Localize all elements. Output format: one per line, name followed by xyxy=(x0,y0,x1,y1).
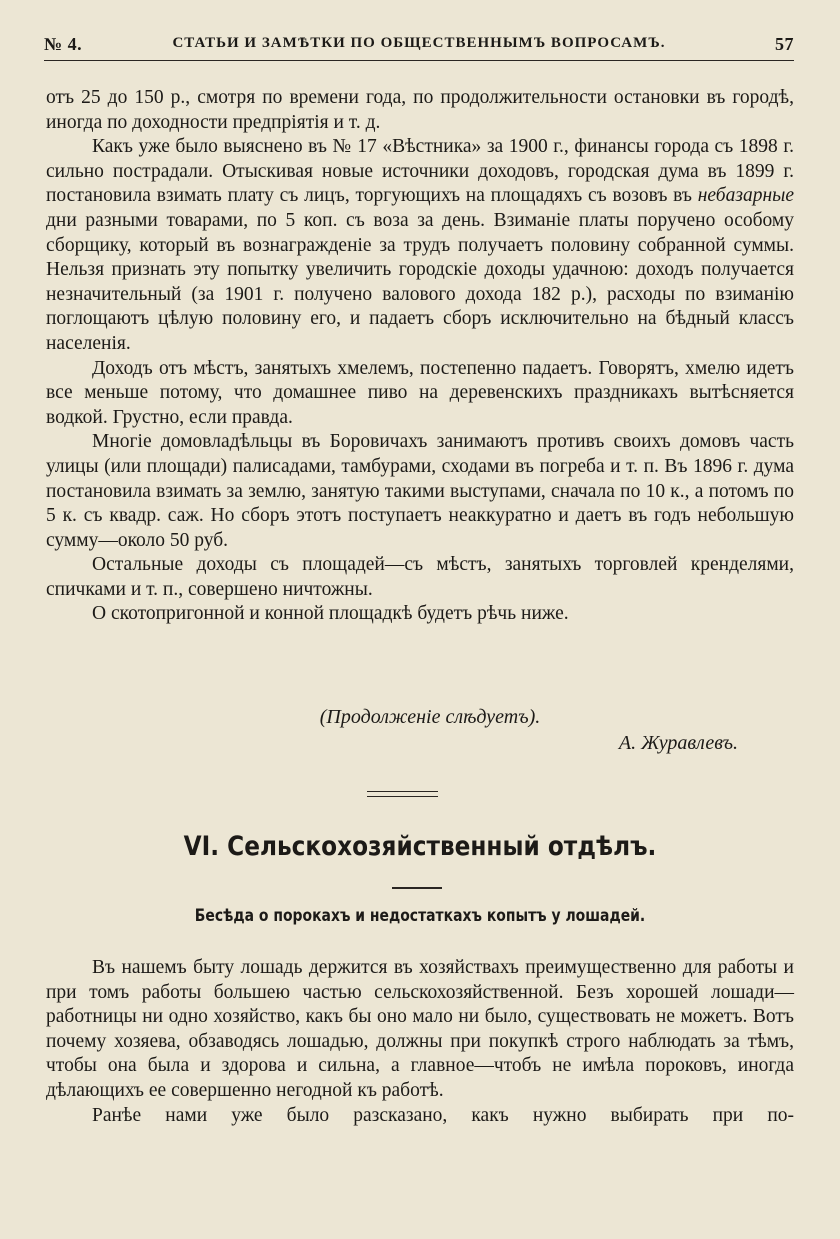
continuation-note: (Продолженіе слѣдуетъ). xyxy=(319,706,541,728)
author-signature: А. Журавлевъ. xyxy=(618,732,738,754)
article-paragraph-5: Остальные доходы съ площадей—съ мѣстъ, занятыхъ торговлей кренделями, спичками и т. п., совершено ничтожны. xyxy=(46,554,794,600)
p2-start: Какъ уже было выяснено въ № 17 «Вѣстника» за 1900 г., финансы города съ 1898 г. сильно пострадали. Отыскивая новые источники доходовъ, городская дума въ 1899 г. постановила взимать плату съ лицъ, торгующихъ на площадяхъ съ возовъ въ xyxy=(46,136,794,207)
section-body xyxy=(46,956,794,1128)
p2-end: дни разными товарами, по 5 коп. съ воза за день. Взиманіе платы поручено особому сборщику, который въ вознагражденіе за трудъ получаетъ половину собранной суммы. Нельзя признать эту попытку увеличить городскіе доходы удачною: доходъ получается незначительный (за 1901 г. получено валового дохода 182 р.), расходы по взиманію поглощаютъ цѣлую половину его, и падаетъ сборъ исключительно на бѣдный классъ населенія. xyxy=(46,209,794,354)
header-rule xyxy=(44,60,794,61)
section-subtitle: Бесѣда о порокахъ и недостаткахъ копытъ у лошадей. xyxy=(194,906,646,926)
title-rule xyxy=(392,887,442,889)
section-paragraph-1: Въ нашемъ быту лошадь держится въ хозяйствахъ преимущественно для работы и при томъ работы большею частью сельскохозяйственной. Безъ хорошей лошади—работницы ни одно хозяйство, какъ бы оно мало ни было, существовать не можетъ. Вотъ почему хозяева, обзаводясь лошадью, должны при покупкѣ строго наблюдать за тѣмъ, чтобы она была и здорова и сильна, а главное—чтобъ не имѣла пороковъ, иногда дѣлающихъ ее совершенно негодной къ работѣ. xyxy=(46,957,794,1101)
running-header xyxy=(44,30,794,56)
p2-italic-word: небазарные xyxy=(697,185,794,207)
article-paragraph-2 xyxy=(46,135,794,356)
article-paragraph-1: отъ 25 до 150 р., смотря по времени года, по продолжительности остановки въ городѣ, иногда по доходности предпріятія и т. д. xyxy=(46,87,794,133)
article-paragraph-6: О скотопригонной и конной площадкѣ будетъ рѣчь ниже. xyxy=(92,603,569,625)
page-number: 57 xyxy=(775,34,794,54)
issue-number: № 4. xyxy=(44,34,83,54)
article-paragraph-3: Доходъ отъ мѣстъ, занятыхъ хмелемъ, постепенно падаетъ. Говорятъ, хмелю идетъ все меньше потому, что домашнее пиво на деревенскихъ праздникахъ вытѣсняется водкой. Грустно, если правда. xyxy=(46,357,794,428)
section-title: VI. Сельскохозяйственный отдѣлъ. xyxy=(183,831,657,862)
section-divider xyxy=(367,791,438,797)
running-title: СТАТЬИ И ЗАМѢТКИ ПО ОБЩЕСТВЕННЫМЪ ВОПРОСАМЪ. xyxy=(172,35,666,51)
section-paragraph-2: Ранѣе нами уже было разсказано, какъ нужно выбирать при по- xyxy=(92,1104,794,1126)
article-body xyxy=(46,86,794,627)
article-paragraph-4: Многіе домовладѣльцы въ Боровичахъ занимаютъ противъ своихъ домовъ часть улицы (или площади) палисадами, тамбурами, сходами въ погреба и т. п. Въ 1896 г. дума постановила взимать за землю, занятую такими выступами, сначала по 10 к., а потомъ по 5 к. съ квадр. саж. Но сборъ этотъ поступаетъ неаккуратно и даетъ въ годъ небольшую сумму—около 50 руб. xyxy=(46,431,794,551)
